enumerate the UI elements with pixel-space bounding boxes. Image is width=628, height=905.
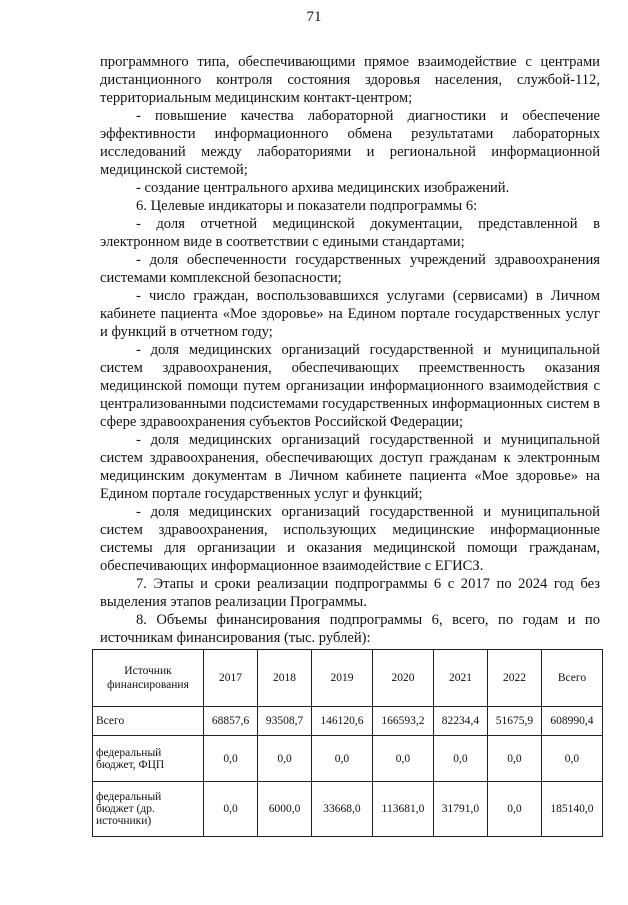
column-header: Всего — [541, 650, 602, 707]
table-row — [93, 736, 603, 782]
paragraph: - число граждан, воспользовавшихся услугами (сервисами) в Личном кабинете пациента «Мое здоровье» на Едином портале государственных услуг и функций в отчетном году; — [100, 288, 600, 340]
table-cell: 0,0 — [487, 736, 541, 782]
paragraph: - доля отчетной медицинской документации, представленной в электронном виде в соответствии с едиными стандартами; — [100, 216, 600, 250]
column-header: 2018 — [258, 650, 312, 707]
column-header: 2021 — [433, 650, 487, 707]
paragraph: - доля медицинских организаций государственной и муниципальной систем здравоохранения, обеспечивающих преемственность оказания медицинской помощи путем организации информационного взаимодействия с централизованными подсистемами государственных информационных систем в сфере здравоохранения субъектов Российской Федерации; — [100, 342, 600, 430]
table-cell: 0,0 — [372, 736, 433, 782]
table-cell: 0,0 — [204, 736, 258, 782]
column-header: 2020 — [372, 650, 433, 707]
table-cell: 93508,7 — [258, 707, 312, 736]
paragraph: программного типа, обеспечивающими прямое взаимодействие с центрами дистанционного контроля состояния здоровья населения, службой-112, территориальным медицинским контакт-центром; — [100, 54, 600, 106]
table-cell: 6000,0 — [258, 782, 312, 837]
table-cell: 33668,0 — [312, 782, 373, 837]
table-cell: 0,0 — [433, 736, 487, 782]
table-cell: 51675,9 — [487, 707, 541, 736]
table-cell: 146120,6 — [312, 707, 373, 736]
table-cell: Всего — [93, 707, 204, 736]
table-cell: 0,0 — [487, 782, 541, 837]
paragraph: - доля обеспеченности государственных учреждений здравоохранения системами комплексной безопасности; — [100, 252, 600, 286]
table-header-row — [93, 650, 603, 707]
table-cell: 82234,4 — [433, 707, 487, 736]
table-cell: федеральный бюджет (др. источники) — [93, 782, 204, 837]
page-number: 71 — [306, 9, 322, 25]
table-row — [93, 782, 603, 837]
table-cell: 0,0 — [258, 736, 312, 782]
table-cell: 608990,4 — [541, 707, 602, 736]
column-header: Источник финансирования — [93, 650, 204, 707]
paragraph: - повышение качества лабораторной диагностики и обеспечение эффективности информационного обмена результатами лабораторных исследований между лабораториями и региональной информационной медицинской системой; — [100, 108, 600, 178]
table-cell: 68857,6 — [204, 707, 258, 736]
paragraph: - создание центрального архива медицинских изображений. — [136, 180, 510, 196]
column-header: 2017 — [204, 650, 258, 707]
section-heading: 8. Объемы финансирования подпрограммы 6, всего, по годам и по источникам финансирования (тыс. рублей): — [100, 612, 600, 646]
table-cell: 166593,2 — [372, 707, 433, 736]
paragraph: - доля медицинских организаций государственной и муниципальной систем здравоохранения, обеспечивающих доступ гражданам к электронным медицинским документам в Личном кабинете пациента «Мое здоровье» на Едином портале государственных услуг и функций; — [100, 432, 600, 502]
table-cell: 185140,0 — [541, 782, 602, 837]
section-heading: 6. Целевые индикаторы и показатели подпрограммы 6: — [136, 198, 478, 214]
body-text — [100, 53, 600, 647]
table-cell: 0,0 — [312, 736, 373, 782]
table-row — [93, 707, 603, 736]
financing-table — [92, 649, 603, 837]
column-header: 2019 — [312, 650, 373, 707]
table-cell: федеральный бюджет, ФЦП — [93, 736, 204, 782]
table-cell: 0,0 — [204, 782, 258, 837]
table-cell: 113681,0 — [372, 782, 433, 837]
table-cell: 0,0 — [541, 736, 602, 782]
table-cell: 31791,0 — [433, 782, 487, 837]
section-heading: 7. Этапы и сроки реализации подпрограммы 6 с 2017 по 2024 год без выделения этапов реализации Программы. — [100, 576, 600, 610]
paragraph: - доля медицинских организаций государственной и муниципальной систем здравоохранения, использующих медицинские информационные системы для организации и оказания медицинской помощи гражданам, обеспечивающих информационное взаимодействие с ЕГИСЗ. — [100, 504, 600, 574]
column-header: 2022 — [487, 650, 541, 707]
